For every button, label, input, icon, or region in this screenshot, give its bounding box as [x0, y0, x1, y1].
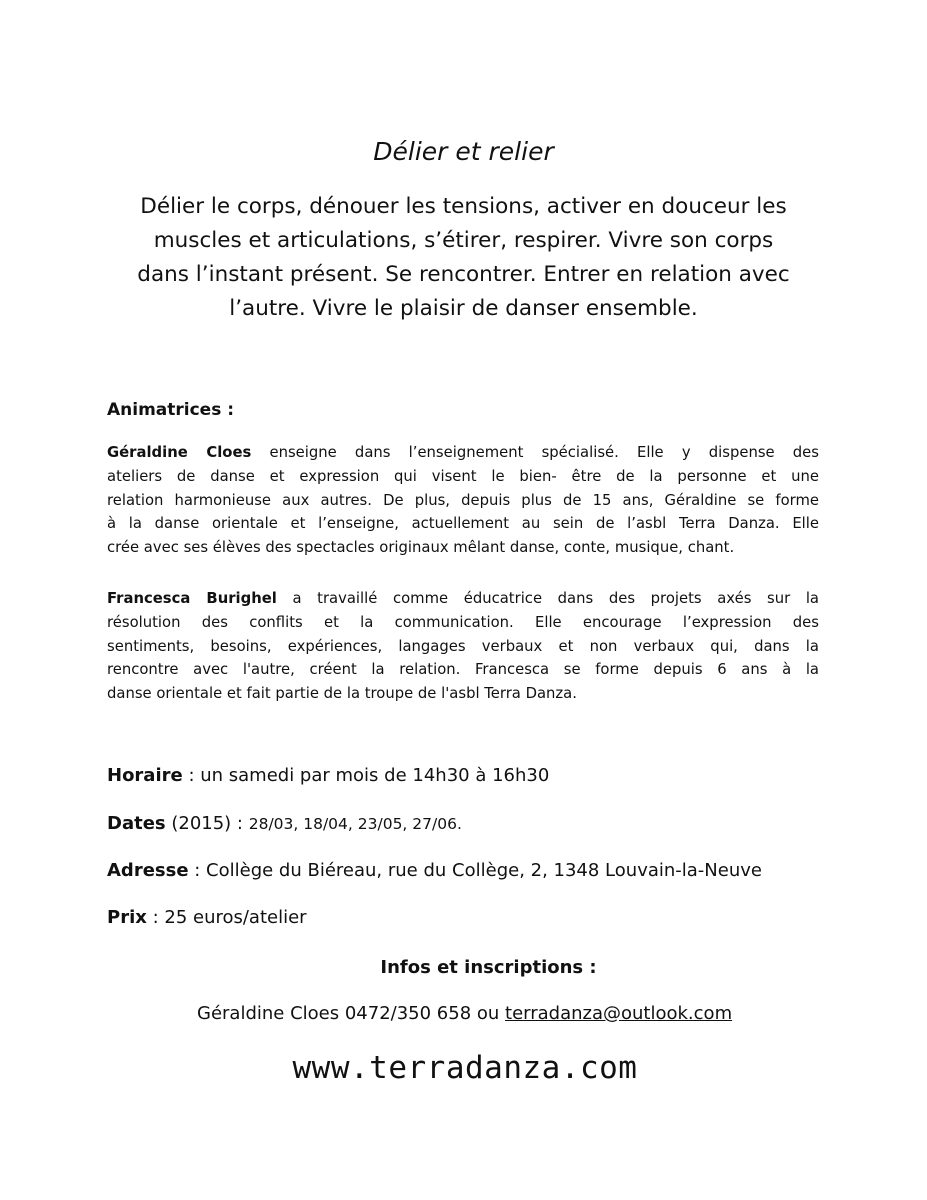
dates-value: 28/03, 18/04, 23/05, 27/06. — [248, 815, 462, 833]
adresse-value: : Collège du Biéreau, rue du Collège, 2, 1348 Louvain-la-Neuve — [188, 860, 762, 881]
bio-line: danse orientale et fait partie de la troupe de l'asbl Terra Danza. — [107, 685, 577, 703]
bio-text: a travaillé comme éducatrice dans des projets axés sur la — [276, 590, 819, 607]
prix-value: : 25 euros/atelier — [146, 907, 307, 928]
page-title: Délier et relier — [373, 137, 554, 166]
intro-paragraph — [95, 190, 832, 326]
bio-line — [107, 441, 819, 465]
dates-colon: : — [231, 813, 249, 834]
dates-label: Dates — [107, 813, 166, 834]
contact-line — [197, 1000, 732, 1028]
dates-year: (2015) — [165, 813, 232, 834]
infos-heading: Infos et inscriptions : — [380, 957, 597, 978]
adresse-row — [107, 857, 762, 885]
contact-person: Géraldine Cloes 0472/350 658 ou — [197, 1003, 506, 1024]
bio-geraldine — [107, 441, 819, 560]
animatrices-heading: Animatrices : — [107, 400, 235, 420]
horaire-value: : un samedi par mois de 14h30 à 16h30 — [182, 765, 550, 786]
bio-line: relation harmonieuse aux autres. De plus, depuis plus de 15 ans, Géraldine se forme — [107, 491, 819, 509]
bio-line — [107, 587, 819, 611]
bio-line: sentiments, besoins, expériences, langages verbaux et non verbaux qui, dans la — [107, 637, 819, 655]
intro-line: dans l’instant présent. Se rencontrer. Entrer en relation avec — [137, 262, 790, 287]
bio-line: résolution des conflits et la communication. Elle encourage l’expression des — [107, 613, 819, 631]
bio-name: Géraldine Cloes — [107, 444, 252, 461]
bio-line: crée avec ses élèves des spectacles originaux mêlant danse, conte, musique, chant. — [107, 539, 735, 557]
horaire-label: Horaire — [107, 765, 183, 786]
horaire-row — [107, 762, 549, 790]
dates-row — [107, 810, 462, 838]
bio-line: ateliers de danse et expression qui visent le bien- être de la personne et une — [107, 467, 819, 485]
intro-line: l’autre. Vivre le plaisir de danser ensemble. — [229, 296, 698, 321]
prix-row — [107, 904, 307, 932]
prix-label: Prix — [107, 907, 147, 928]
email-link[interactable]: terradanza@outlook.com — [505, 1003, 733, 1024]
intro-line: Délier le corps, dénouer les tensions, activer en douceur les — [140, 194, 787, 219]
website-link[interactable]: www.terradanza.com — [292, 1050, 638, 1086]
bio-francesca — [107, 587, 819, 706]
bio-text: enseigne dans l’enseignement spécialisé. Elle y dispense des — [251, 444, 819, 461]
bio-line: rencontre avec l'autre, créent la relation. Francesca se forme depuis 6 ans à la — [107, 661, 819, 679]
adresse-label: Adresse — [107, 860, 189, 881]
bio-name: Francesca Burighel — [107, 590, 277, 607]
bio-line: à la danse orientale et l’enseigne, actuellement au sein de l’asbl Terra Danza. Elle — [107, 515, 819, 533]
intro-line: muscles et articulations, s’étirer, respirer. Vivre son corps — [153, 228, 774, 253]
